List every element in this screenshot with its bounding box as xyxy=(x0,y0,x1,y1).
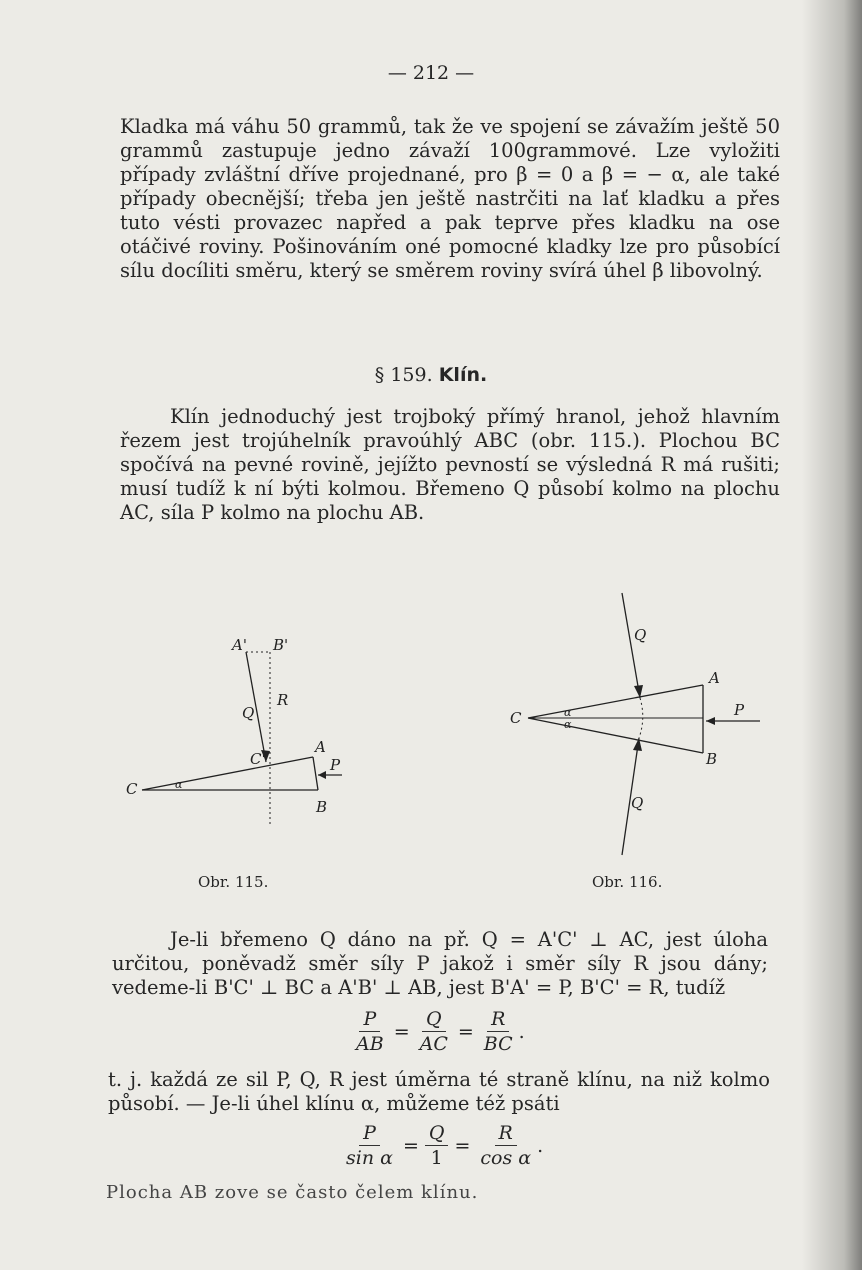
force-q-top-line xyxy=(622,593,640,698)
label-c: C xyxy=(126,780,138,798)
fraction-p-ab: $\frac{P}{AB}$ xyxy=(356,1008,384,1055)
label-a: A xyxy=(709,669,720,687)
wedge-115-back xyxy=(313,757,318,790)
paragraph-2-text: Klín jednoduchý jest trojboký přímý hranol, jehož hlavním řezem jest trojúhelník pravoúhlý ABC (obr. 115.). Plochou BC spočívá na pevné rovině, jejížto pevností se výsledná R má rušiti; musí tudíž k ní býti kolmou. Břemeno Q působí kolmo na plochu AC, síla P kolmo na plochu AB. xyxy=(120,405,780,524)
formula-ratio-angle: $\frac{P}{\text{sin α}}$ = $\frac{Q}{1}$ = $\frac{R}{\text{cos α}}$ . xyxy=(340,1122,543,1169)
label-alpha: α xyxy=(175,778,183,791)
figure-115-wedge-diagram xyxy=(120,630,350,845)
label-b-prime: B' xyxy=(273,636,289,654)
fraction-r-bc: $\frac{R}{BC}$ xyxy=(483,1008,513,1055)
label-c: C xyxy=(510,709,522,727)
last-line: Plocha AB zove se často čelem klínu. xyxy=(106,1182,479,1203)
label-q-bottom: Q xyxy=(631,794,644,812)
wedge-115-hypotenuse xyxy=(142,757,313,790)
fraction-q-one: $\frac{Q}{1}$ xyxy=(425,1122,449,1169)
caption-obr-115: Obr. 115. xyxy=(198,873,269,891)
paragraph-4-text: t. j. každá ze sil P, Q, R jest úměrna té straně klínu, na niž kolmo působí. — Je-li úhel klínu α, můžeme též psáti xyxy=(108,1068,770,1115)
label-a: A xyxy=(315,738,326,756)
wedge-116-lower xyxy=(528,718,703,753)
label-p: P xyxy=(330,756,341,774)
caption-obr-116: Obr. 116. xyxy=(592,873,663,891)
page-edge-shadow xyxy=(802,0,862,1270)
paragraph-solution xyxy=(112,928,768,1000)
figure-116-wedge-diagram xyxy=(500,585,780,875)
label-c-prime: C' xyxy=(250,750,266,768)
section-number: § 159. xyxy=(374,364,433,386)
label-alpha-1: α xyxy=(564,706,572,719)
label-b: B xyxy=(316,798,328,816)
page-number: — 212 — xyxy=(387,62,475,84)
formula-ratio-sides: $\frac{P}{AB}$ = $\frac{Q}{AC}$ = $\frac{R}{BC}$ . xyxy=(350,1008,525,1055)
paragraph-pulley xyxy=(120,115,780,283)
paragraph-proportional xyxy=(108,1068,770,1116)
fraction-q-ac: $\frac{Q}{AC}$ xyxy=(419,1008,448,1055)
label-b: B xyxy=(706,750,718,768)
wedge-116-upper xyxy=(528,685,703,718)
section-title: Klín. xyxy=(438,364,488,386)
arrow-p-head xyxy=(318,771,326,779)
paragraph-3-text: Je-li břemeno Q dáno na př. Q = A'C' ⊥ AC, jest úloha určitou, poněvadž směr síly P jakož i směr síly R jsou dány; vedeme-li B'C' ⊥ BC a A'B' ⊥ AB, jest B'A' = P, B'C' = R, tudíž xyxy=(112,928,768,999)
label-r: R xyxy=(277,691,289,709)
label-a-prime: A' xyxy=(232,636,247,654)
label-p: P xyxy=(734,701,745,719)
fraction-r-cos: $\frac{R}{\text{cos α}}$ xyxy=(480,1122,532,1169)
label-alpha-2: α xyxy=(564,718,572,731)
label-q-top: Q xyxy=(634,626,647,644)
fraction-p-sin: $\frac{P}{\text{sin α}}$ xyxy=(346,1122,393,1169)
arrow-p-head xyxy=(706,717,715,725)
label-q: Q xyxy=(242,704,255,722)
paragraph-wedge-definition xyxy=(120,405,780,525)
paragraph-1-text: Kladka má váhu 50 grammů, tak že ve spojení se závažím ještě 50 grammů zastupuje jedno závaží 100grammové. Lze vyložiti případy zvláštní dříve projednané, pro β = 0 a β = − α, ale také případy obecnější; třeba jen ještě nastrčiti na lať kladku a přes tuto vésti provazec napřed a pak teprve přes kladku na ose otáčivé roviny. Pošinováním oné pomocné kladky lze pro působící sílu docíliti směru, který se směrem roviny svírá úhel β libovolný. xyxy=(120,115,780,282)
section-heading xyxy=(0,364,862,386)
